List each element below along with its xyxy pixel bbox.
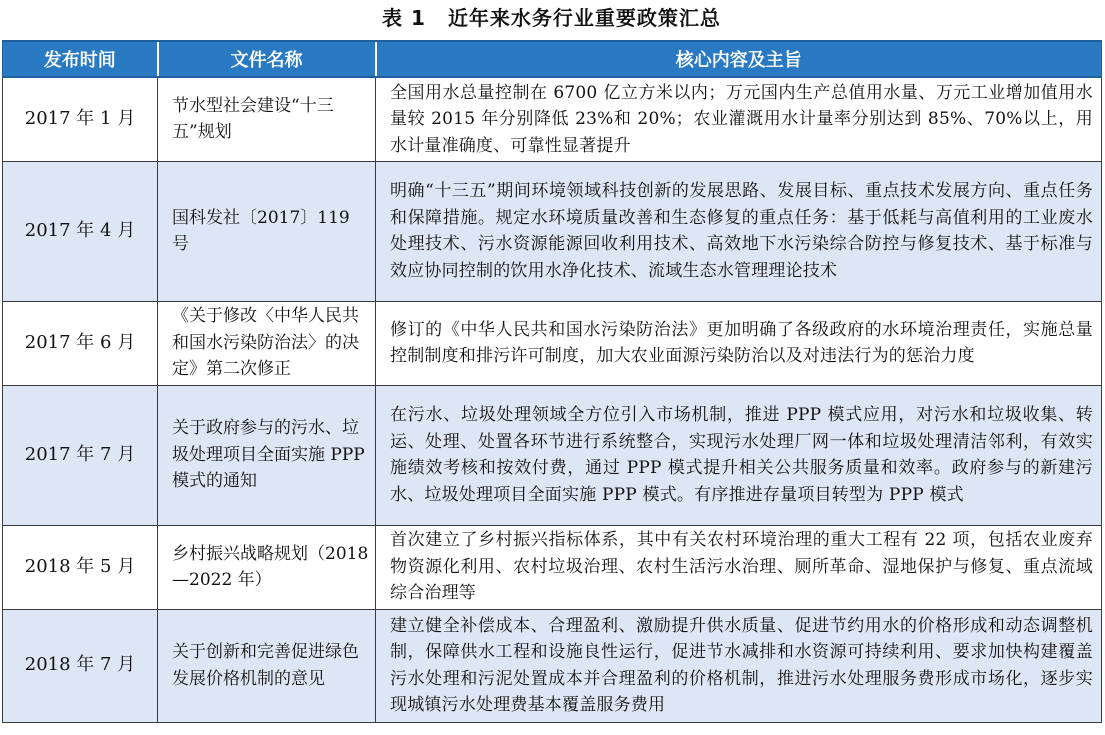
table-caption <box>2 0 1101 40</box>
header-core-content: 核心内容及主旨 <box>376 41 1102 77</box>
table-header-row <box>3 41 1102 77</box>
cell-core-content: 修订的《中华人民共和国水污染防治法》更加明确了各级政府的水环境治理责任，实施总量控制制度和排污许可制度，加大农业面源污染防治以及对违法行为的惩治力度 <box>376 301 1102 385</box>
cell-date: 2017 年 7 月 <box>3 385 158 525</box>
cell-date: 2017 年 1 月 <box>3 77 158 161</box>
cell-date: 2017 年 6 月 <box>3 301 158 385</box>
table-row <box>3 609 1102 722</box>
cell-document: 节水型社会建设“十三五”规划 <box>158 77 376 161</box>
cell-core-content: 在污水、垃圾处理领域全方位引入市场机制，推进 PPP 模式应用，对污水和垃圾收集、转运、处理、处置各环节进行系统整合，实现污水处理厂网一体和垃圾处理清洁邻利，有效实施绩效考核和按效付费，通过 PPP 模式提升相关公共服务质量和效率。政府参与的新建污水、垃圾处理项目全面实施 PPP 模式。有序推进存量项目转型为 PPP 模式 <box>376 385 1102 525</box>
cell-core-content: 全国用水总量控制在 6700 亿立方米以内；万元国内生产总值用水量、万元工业增加值用水量较 2015 年分别降低 23%和 20%；农业灌溉用水计量率分别达到 85%、70%以上，用水计量准确度、可靠性显著提升 <box>376 77 1102 161</box>
cell-core-content: 建立健全补偿成本、合理盈利、激励提升供水质量、促进节约用水的价格形成和动态调整机制，保障供水工程和设施良性运行，促进节水减排和水资源可持续利用、要求加快构建覆盖污水处理和污泥处置成本并合理盈利的价格机制，推进污水处理服务费形成市场化，逐步实现城镇污水处理费基本覆盖服务费用 <box>376 609 1102 722</box>
cell-date: 2018 年 5 月 <box>3 525 158 609</box>
policy-table <box>2 40 1102 723</box>
table-row <box>3 77 1102 161</box>
cell-document: 《关于修改〈中华人民共和国水污染防治法〉的决定》第二次修正 <box>158 301 376 385</box>
cell-document: 关于政府参与的污水、垃圾处理项目全面实施 PPP 模式的通知 <box>158 385 376 525</box>
header-document-name: 文件名称 <box>158 41 376 77</box>
table-row <box>3 301 1102 385</box>
cell-core-content: 首次建立了乡村振兴指标体系，其中有关农村环境治理的重大工程有 22 项，包括农业废弃物资源化利用、农村垃圾治理、农村生活污水治理、厕所革命、湿地保护与修复、重点流域综合治理等 <box>376 525 1102 609</box>
table-row <box>3 525 1102 609</box>
table-row <box>3 385 1102 525</box>
header-release-date: 发布时间 <box>3 41 158 77</box>
cell-core-content: 明确“十三五”期间环境领域科技创新的发展思路、发展目标、重点技术发展方向、重点任务和保障措施。规定水环境质量改善和生态修复的重点任务：基于低耗与高值利用的工业废水处理技术、污水资源能源回收利用技术、高效地下水污染综合防控与修复技术、基于标准与效应协同控制的饮用水净化技术、流域生态水管理理论技术 <box>376 161 1102 301</box>
cell-document: 国科发社〔2017〕119 号 <box>158 161 376 301</box>
table-row <box>3 161 1102 301</box>
table-caption-number: 表 1 <box>382 6 426 30</box>
table-caption-title: 近年来水务行业重要政策汇总 <box>447 6 721 30</box>
cell-document: 乡村振兴战略规划（2018—2022 年） <box>158 525 376 609</box>
cell-date: 2017 年 4 月 <box>3 161 158 301</box>
cell-date: 2018 年 7 月 <box>3 609 158 722</box>
cell-document: 关于创新和完善促进绿色发展价格机制的意见 <box>158 609 376 722</box>
